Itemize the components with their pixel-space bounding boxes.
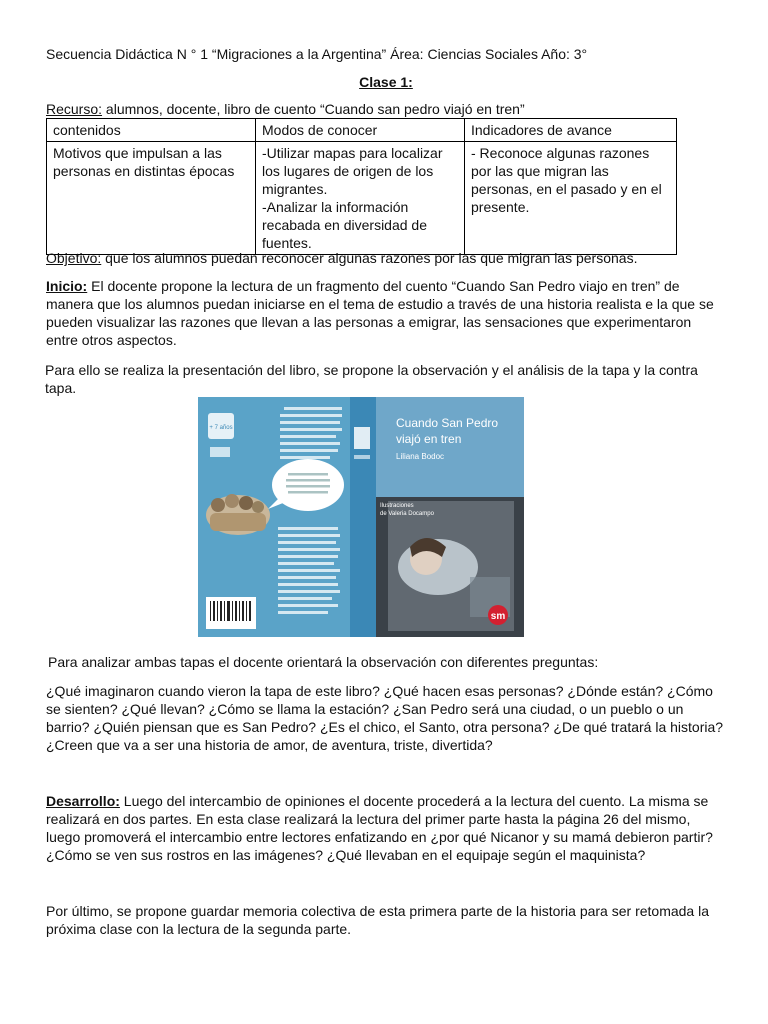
table-cell-indicadores: - Reconoce algunas razones por las que migran las personas, en el pasado y en el presente.	[465, 142, 677, 255]
desarrollo-text: Luego del intercambio de opiniones el docente procederá a la lectura del cuento. La misma se realizará en dos partes. En esta clase realizará la lectura del primer parte hasta la página 26 del mismo, luego promoverá el intercambio entre lectores enfatizando en ¿por qué Nicanor y su mamá debieron partir? ¿Cómo se ven sus rostros en las imágenes? ¿Qué llevaban en el equipaje según el maquinista?	[46, 793, 713, 863]
age-badge-text: + 7 años	[209, 425, 233, 431]
objective-label: Objetivo:	[46, 250, 102, 266]
table-header-cell: Modos de conocer	[256, 119, 465, 142]
book-cover-image	[198, 397, 524, 637]
objective-text: que los alumnos puedan reconocer algunas razones por las que migran las personas.	[101, 250, 638, 266]
table-header-row	[47, 119, 677, 142]
inicio-text: El docente propone la lectura de un fragmento del cuento “Cuando San Pedro viajo en tren” de manera que los alumnos puedan iniciarse en el tema de estudio a través de una historia realista e la que se pueden visualizar las razones que llevan a las personas a emigrar, las sensaciones que experimentaron entre otros aspectos.	[46, 278, 714, 348]
table-header-cell: Indicadores de avance	[465, 119, 677, 142]
barcode	[206, 597, 256, 629]
class-title: Clase 1:	[359, 74, 413, 90]
table-header-cell: contenidos	[47, 119, 256, 142]
publisher-text: sm	[490, 611, 506, 622]
resource-label: Recurso:	[46, 101, 103, 117]
modos-item: -Analizar la información recabada en diversidad de fuentes.	[262, 199, 428, 251]
book-author: Liliana Bodoc	[396, 452, 445, 461]
illustrator-line1: Ilustraciones	[380, 503, 414, 509]
table-cell-modos	[256, 142, 465, 255]
inicio-label: Inicio:	[46, 278, 88, 294]
table-row	[47, 142, 677, 255]
questions-paragraph: ¿Qué imaginaron cuando vieron la tapa de este libro? ¿Qué hacen esas personas? ¿Dónde están? ¿Cómo se sienten? ¿Qué llevan? ¿Cómo se llama la estación? ¿San Pedro será una ciudad, o un pueblo o un barrio? ¿Quién piensan que es San Pedro? ¿Es el chico, el Santo, otra persona? ¿De qué tratará la historia? ¿Creen que va a ser una historia de amor, de aventura, triste, divertida?	[46, 683, 724, 753]
objectives-table	[46, 118, 677, 255]
document-header: Secuencia Didáctica N ° 1 “Migraciones a la Argentina” Área: Ciencias Sociales Año: 3°	[46, 46, 588, 62]
desarrollo-paragraph	[46, 792, 726, 864]
resource-line	[46, 100, 525, 118]
inicio-paragraph	[46, 277, 726, 349]
modos-item: -Utilizar mapas para localizar los lugares de origen de los migrantes.	[262, 145, 443, 197]
book-title-line1: Cuando San Pedro	[396, 416, 499, 430]
objective-line	[46, 249, 637, 267]
resource-text: alumnos, docente, libro de cuento “Cuando san pedro viajó en tren”	[102, 101, 525, 117]
desarrollo-label: Desarrollo:	[46, 793, 120, 809]
analysis-intro: Para analizar ambas tapas el docente orientará la observación con diferentes preguntas:	[48, 654, 599, 670]
closing-paragraph: Por último, se propone guardar memoria colectiva de esta primera parte de la historia para ser retomada la próxima clase con la lectura de la segunda parte.	[46, 903, 709, 937]
presentation-paragraph: Para ello se realiza la presentación del libro, se propone la observación y el análisis de la tapa y la contra tapa.	[45, 362, 698, 396]
book-title-line2: viajó en tren	[396, 432, 462, 446]
illustrator-line2: de Valeria Docampo	[380, 511, 434, 517]
table-cell-contenidos: Motivos que impulsan a las personas en distintas épocas	[47, 142, 256, 255]
